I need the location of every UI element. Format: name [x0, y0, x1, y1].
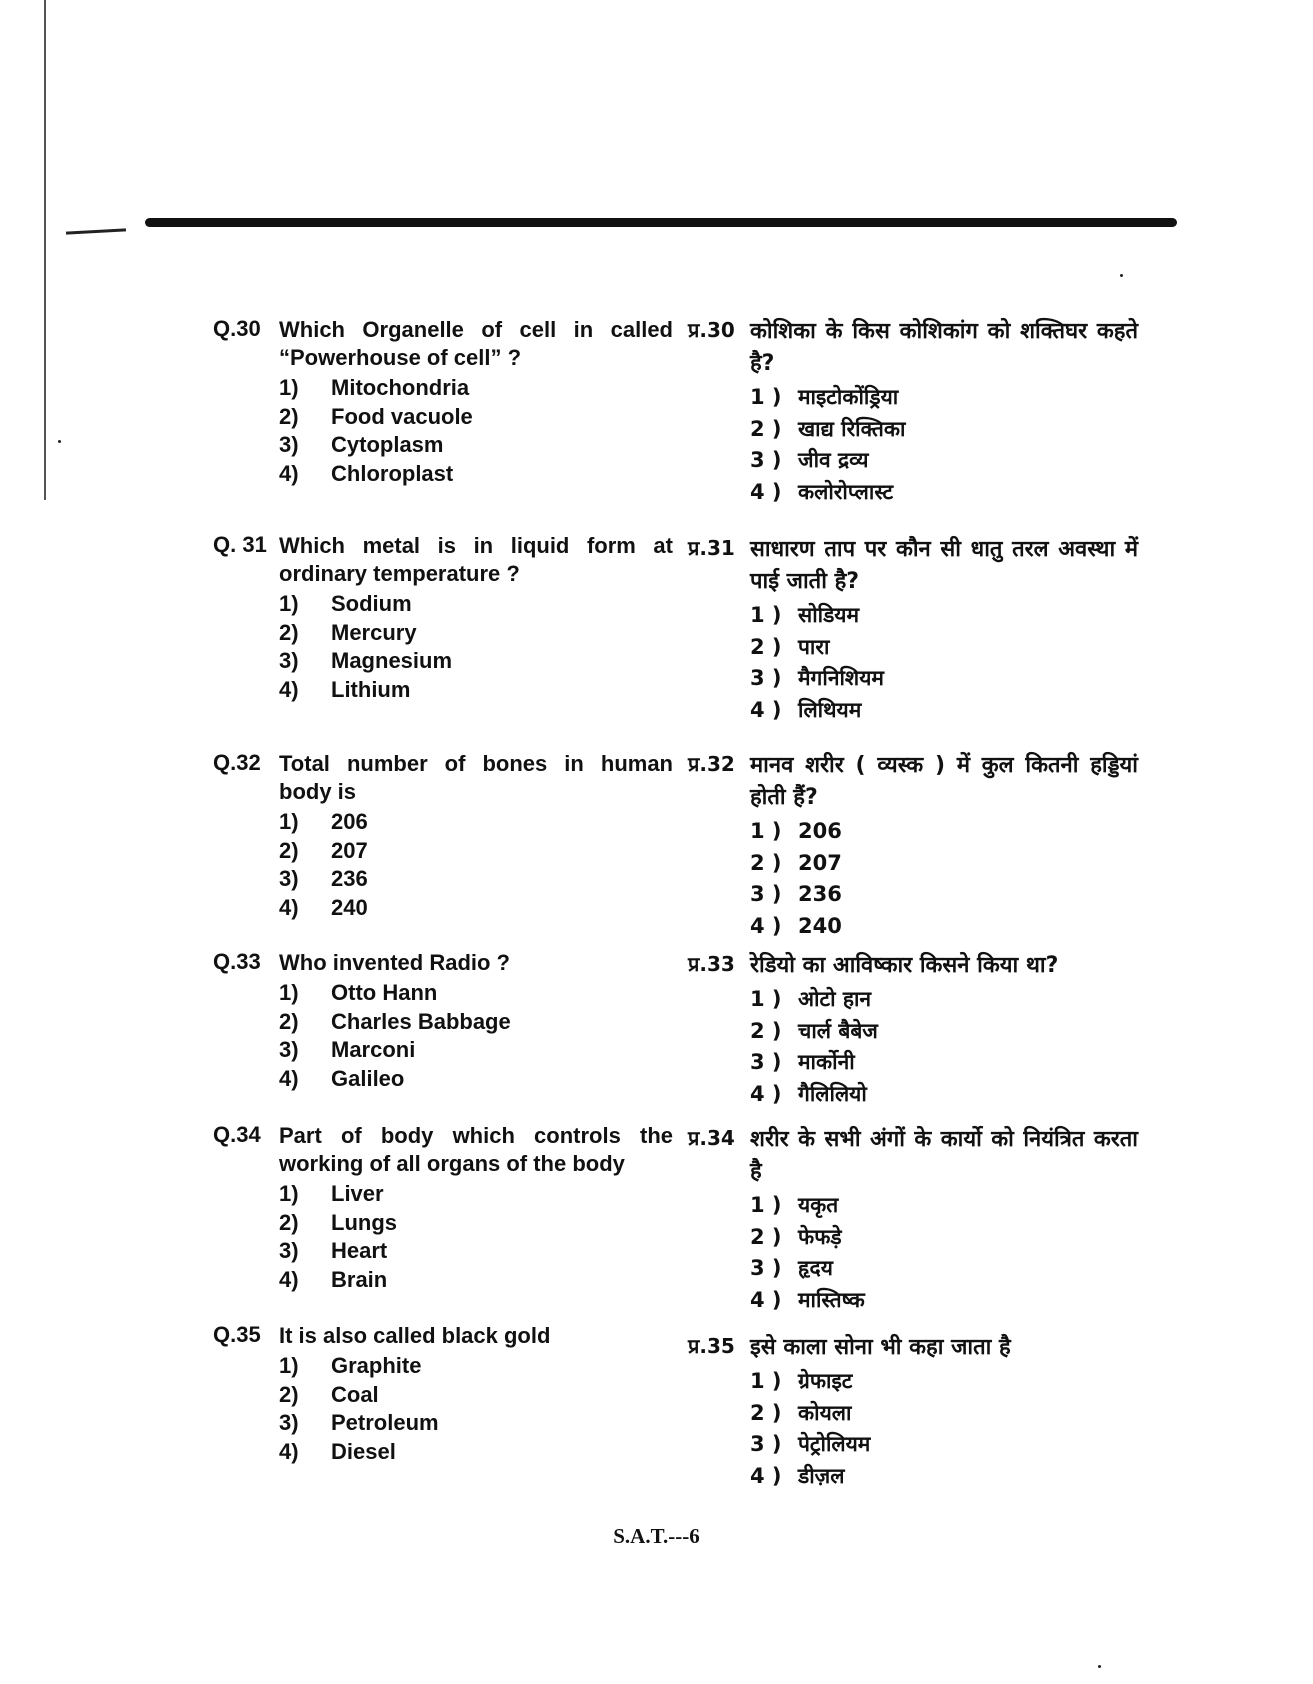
option-number: 2 )	[750, 416, 782, 441]
question-text: Who invented Radio ?	[279, 950, 510, 975]
option-item	[279, 979, 673, 1008]
option-item	[750, 848, 1138, 880]
option-item	[279, 460, 673, 489]
option-label: 240	[331, 894, 368, 920]
option-number: 2 )	[750, 1400, 782, 1425]
option-number: 4 )	[750, 479, 782, 504]
option-label: ओटो हान	[798, 987, 872, 1011]
option-label: 206	[331, 809, 368, 834]
option-item	[279, 837, 673, 866]
option-item	[279, 374, 673, 403]
question-number: प्र.34	[688, 1126, 735, 1150]
option-item	[279, 1065, 673, 1094]
option-item	[750, 1429, 1138, 1461]
option-number: 3 )	[750, 1050, 782, 1074]
option-item	[279, 1266, 673, 1295]
option-number: 4)	[279, 676, 299, 702]
option-label: Cytoplasm	[331, 432, 444, 457]
option-item	[279, 619, 673, 648]
option-number: 1)	[279, 980, 299, 1005]
en-question-3	[213, 750, 673, 922]
question-text: साधारण ताप पर कौन सी धातु तरल अवस्था में पाई जाती है?	[750, 537, 1138, 594]
option-item	[750, 445, 1138, 477]
option-label: Charles Babbage	[331, 1008, 511, 1034]
option-item	[279, 894, 673, 923]
option-list	[750, 600, 1138, 726]
option-label: Chloroplast	[331, 460, 454, 486]
question-text: Which Organelle of cell in called “Powerhouse of cell” ?	[279, 317, 673, 370]
option-number: 1 )	[750, 603, 782, 627]
option-list	[279, 808, 673, 922]
question-number: Q.32	[213, 750, 261, 775]
question-number: प्र.35	[688, 1334, 735, 1358]
option-number: 4)	[279, 1438, 299, 1464]
option-label: पारा	[798, 634, 830, 659]
option-item	[279, 1180, 673, 1209]
hi-question-5	[688, 1124, 1138, 1316]
question-text: कोशिका के किस कोशिकांग को शक्तिघर कहते है?	[750, 319, 1138, 376]
option-number: 2)	[279, 1381, 299, 1407]
option-list	[279, 979, 673, 1093]
option-number: 1)	[279, 1181, 299, 1206]
question-number: Q.34	[213, 1122, 261, 1147]
option-list	[750, 382, 1138, 508]
option-label: मार्कोनी	[798, 1050, 855, 1074]
option-number: 1 )	[750, 1193, 782, 1217]
option-number: 3 )	[750, 666, 782, 690]
option-label: Brain	[331, 1266, 388, 1292]
option-item	[279, 431, 673, 460]
option-item	[279, 1036, 673, 1065]
question-text: Which metal is in liquid form at ordinary temperature ?	[279, 533, 673, 586]
question-text: मानव शरीर ( व्यस्क ) में कुल कितनी हड्डियां होती हैं?	[750, 753, 1138, 810]
option-number: 4)	[279, 894, 299, 920]
option-label: Marconi	[331, 1037, 416, 1062]
option-label: Graphite	[331, 1353, 422, 1378]
option-item	[750, 632, 1138, 664]
en-question-4	[213, 949, 673, 1093]
option-label: Galileo	[331, 1065, 405, 1091]
question-number: प्र.33	[688, 952, 735, 976]
option-list	[279, 374, 673, 488]
question-number: प्र.32	[688, 752, 735, 776]
option-label: Magnesium	[331, 648, 453, 673]
option-number: 4 )	[750, 1463, 782, 1488]
option-number: 4)	[279, 1065, 299, 1091]
option-label: डीज़ल	[798, 1463, 845, 1488]
option-item	[279, 1352, 673, 1381]
option-item	[750, 1016, 1138, 1048]
option-label: 207	[798, 850, 842, 875]
option-label: हृदय	[798, 1256, 833, 1280]
option-label: 236	[798, 882, 842, 906]
hi-question-3	[688, 750, 1138, 942]
option-number: 4)	[279, 1266, 299, 1292]
option-label: Heart	[331, 1238, 388, 1263]
option-label: जीव द्रव्य	[798, 448, 869, 472]
option-label: Liver	[331, 1181, 384, 1206]
option-number: 3 )	[750, 1256, 782, 1280]
option-label: माइटोकोंड्रिया	[798, 385, 899, 409]
option-number: 2)	[279, 619, 299, 645]
option-number: 1 )	[750, 819, 782, 843]
option-item	[750, 1366, 1138, 1398]
option-label: Sodium	[331, 591, 412, 616]
option-number: 1 )	[750, 1369, 782, 1393]
option-item	[750, 1222, 1138, 1254]
question-number: Q.35	[213, 1322, 261, 1347]
option-number: 3)	[279, 648, 299, 673]
option-label: पेट्रोलियम	[798, 1432, 871, 1456]
option-number: 2)	[279, 403, 299, 429]
en-question-6	[213, 1322, 673, 1466]
option-label: फेफड़े	[798, 1224, 842, 1249]
option-item	[279, 1438, 673, 1467]
scan-speck	[1098, 1665, 1101, 1668]
option-label: Mitochondria	[331, 375, 470, 400]
option-item	[750, 1047, 1138, 1079]
option-number: 2 )	[750, 634, 782, 659]
question-text: It is also called black gold	[279, 1323, 551, 1348]
option-number: 4)	[279, 460, 299, 486]
header-rule	[145, 218, 1177, 227]
question-text: शरीर के सभी अंगों के कार्यो को नियंत्रित करता है	[750, 1127, 1138, 1184]
scan-speck	[58, 440, 61, 443]
question-number: प्र.31	[688, 536, 735, 560]
option-list	[750, 984, 1138, 1110]
option-label: चार्ल बैबेज	[798, 1018, 878, 1043]
question-text: रेडियो का आविष्कार किसने किया था?	[750, 953, 1059, 978]
option-label: Diesel	[331, 1438, 396, 1464]
option-item	[750, 382, 1138, 414]
option-list	[750, 1366, 1138, 1492]
header-rule-stub	[66, 228, 126, 234]
option-label: Coal	[331, 1381, 379, 1407]
option-item	[750, 911, 1138, 943]
option-number: 1 )	[750, 987, 782, 1011]
option-label: 207	[331, 837, 368, 863]
option-number: 1)	[279, 375, 299, 400]
option-number: 2)	[279, 1008, 299, 1034]
option-item	[750, 1285, 1138, 1317]
scan-speck	[1120, 274, 1123, 277]
option-item	[279, 647, 673, 676]
en-question-5	[213, 1122, 673, 1294]
option-item	[750, 1190, 1138, 1222]
option-number: 4 )	[750, 913, 782, 938]
question-number: प्र.30	[688, 318, 735, 342]
option-number: 3 )	[750, 448, 782, 472]
option-label: लिथियम	[798, 697, 862, 722]
option-number: 2 )	[750, 1018, 782, 1043]
option-list	[279, 1352, 673, 1466]
question-text: इसे काला सोना भी कहा जाता है	[750, 1335, 1011, 1360]
question-text: Part of body which controls the working of all organs of the body	[279, 1123, 673, 1176]
option-label: कोयला	[798, 1400, 852, 1425]
option-item	[750, 879, 1138, 911]
question-number: Q. 31	[213, 532, 267, 557]
option-label: मास्तिष्क	[798, 1287, 865, 1312]
option-number: 3 )	[750, 1432, 782, 1456]
question-text: Total number of bones in human body is	[279, 751, 673, 804]
option-number: 4 )	[750, 697, 782, 722]
option-item	[279, 1381, 673, 1410]
option-item	[750, 816, 1138, 848]
option-number: 2)	[279, 837, 299, 863]
option-number: 1 )	[750, 385, 782, 409]
option-number: 3 )	[750, 882, 782, 906]
option-label: कलोरोप्लास्ट	[798, 479, 894, 504]
option-item	[750, 695, 1138, 727]
option-item	[279, 865, 673, 894]
option-label: गैलिलियो	[798, 1081, 867, 1106]
option-list	[750, 816, 1138, 942]
option-item	[750, 1079, 1138, 1111]
option-item	[750, 477, 1138, 509]
option-number: 4 )	[750, 1287, 782, 1312]
option-number: 1)	[279, 1353, 299, 1378]
question-number: Q.30	[213, 316, 261, 341]
option-number: 3)	[279, 1410, 299, 1435]
en-question-2	[213, 532, 673, 704]
option-item	[750, 1398, 1138, 1430]
option-item	[750, 1253, 1138, 1285]
option-label: Petroleum	[331, 1410, 439, 1435]
option-number: 2 )	[750, 850, 782, 875]
option-label: 240	[798, 913, 842, 938]
option-label: Lithium	[331, 676, 411, 702]
option-number: 1)	[279, 591, 299, 616]
option-item	[279, 808, 673, 837]
option-item	[750, 600, 1138, 632]
option-label: 206	[798, 819, 842, 843]
option-item	[750, 663, 1138, 695]
option-label: सोडियम	[798, 603, 860, 627]
option-label: यकृत	[798, 1193, 839, 1217]
hi-question-2	[688, 534, 1138, 726]
option-number: 3)	[279, 866, 299, 891]
option-label: Lungs	[331, 1209, 397, 1235]
option-number: 3)	[279, 1037, 299, 1062]
option-label: 236	[331, 866, 368, 891]
option-list	[279, 590, 673, 704]
option-item	[279, 676, 673, 705]
option-number: 2)	[279, 1209, 299, 1235]
option-list	[750, 1190, 1138, 1316]
option-list	[279, 1180, 673, 1294]
option-item	[750, 1461, 1138, 1493]
option-number: 3)	[279, 1238, 299, 1263]
option-label: ग्रेफाइट	[798, 1369, 853, 1393]
hi-question-6	[688, 1332, 1138, 1492]
option-label: Food vacuole	[331, 403, 473, 429]
question-number: Q.33	[213, 949, 261, 974]
page-footer: S.A.T.---6	[613, 1524, 700, 1548]
option-number: 4 )	[750, 1081, 782, 1106]
option-item	[279, 590, 673, 619]
option-label: Otto Hann	[331, 980, 438, 1005]
option-label: मैगनिशियम	[798, 666, 884, 690]
option-number: 3)	[279, 432, 299, 457]
option-number: 1)	[279, 809, 299, 834]
option-label: खाद्य रिक्तिका	[798, 416, 906, 441]
option-item	[279, 1008, 673, 1037]
option-item	[750, 414, 1138, 446]
option-number: 2 )	[750, 1224, 782, 1249]
option-label: Mercury	[331, 619, 417, 645]
option-item	[750, 984, 1138, 1016]
en-question-1	[213, 316, 673, 488]
option-item	[279, 1409, 673, 1438]
hi-question-4	[688, 950, 1138, 1110]
hi-question-1	[688, 316, 1138, 508]
option-item	[279, 1237, 673, 1266]
option-item	[279, 1209, 673, 1238]
option-item	[279, 403, 673, 432]
margin-line	[44, 0, 46, 500]
